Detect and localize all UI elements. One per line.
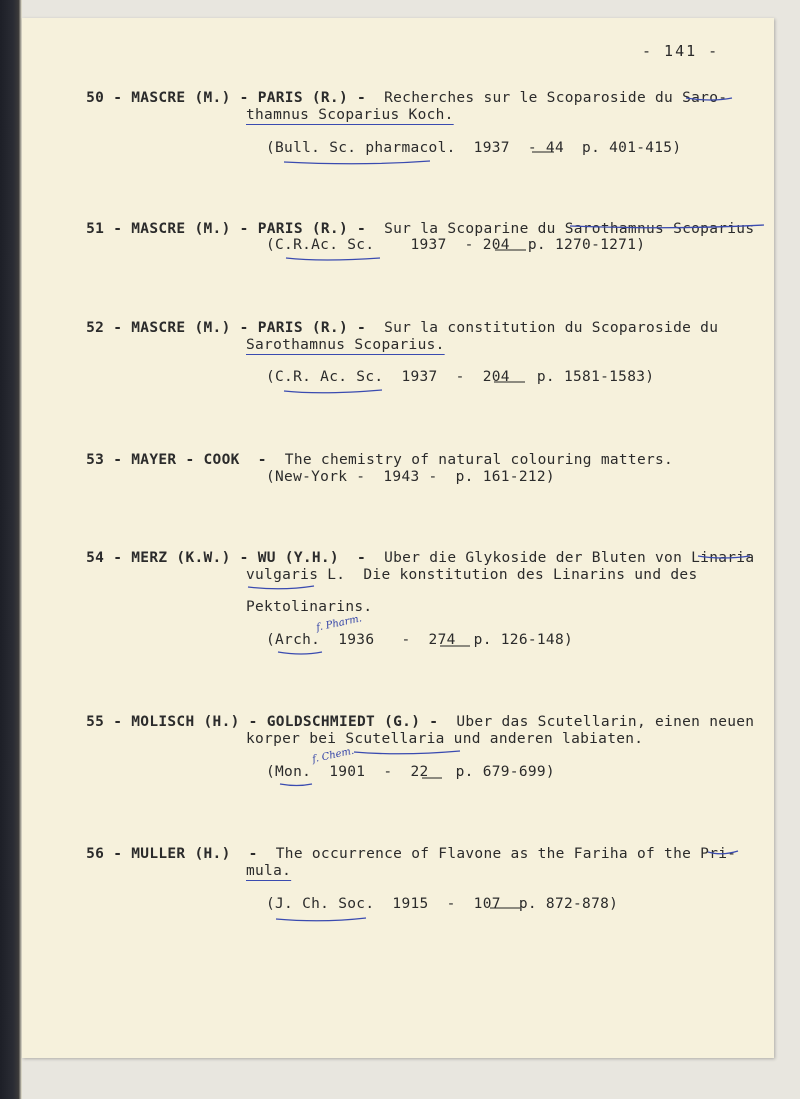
underline-mark — [284, 390, 382, 393]
entry-53-head: 53 - MAYER - COOK - The chemistry of natural colouring matters. — [86, 452, 674, 468]
entry-50-reference: (Bull. Sc. pharmacol. 1937 - 44 p. 401-415) — [266, 140, 682, 156]
entry-55-reference: (Mon. 1901 - 22 p. 679-699) — [266, 764, 555, 780]
entry-55-handwritten-note: f. Chem. — [311, 745, 356, 766]
book-spine — [0, 0, 22, 1099]
underline-mark — [698, 556, 750, 558]
underline-mark — [570, 225, 764, 228]
entry-54-handwritten-note: f. Pharm. — [315, 613, 363, 634]
entry-53-reference: (New-York - 1943 - p. 161-212) — [266, 469, 555, 485]
entry-50-title-cont: thamnus Scoparius Koch. — [246, 107, 454, 123]
entry-51-head: 51 - MASCRE (M.) - PARIS (R.) - Sur la Scoparine du Sarothamnus Scoparius — [86, 221, 755, 237]
entry-55-head: 55 - MOLISCH (H.) - GOLDSCHMIEDT (G.) - Uber das Scutellarin, einen neuen — [86, 714, 755, 730]
entry-52-head: 52 - MASCRE (M.) - PARIS (R.) - Sur la constitution du Scoparoside du — [86, 320, 719, 336]
entry-55-title-cont: korper bei Scutellaria und anderen labiaten. — [246, 731, 644, 747]
entry-51-reference: (C.R.Ac. Sc. 1937 - 204 p. 1270-1271) — [266, 237, 646, 253]
entry-56-head: 56 - MULLER (H.) - The occurrence of Flavone as the Fariha of the Pri- — [86, 846, 737, 862]
underline-mark — [280, 784, 312, 786]
document-page — [22, 18, 774, 1058]
entry-56-title-cont: mula. — [246, 863, 292, 879]
underline-mark — [708, 851, 738, 854]
underline-mark — [686, 98, 732, 100]
entry-54-reference: (Arch. 1936 - 274 p. 126-148) — [266, 632, 574, 648]
underline-mark — [354, 751, 460, 754]
underline-mark — [284, 161, 430, 164]
entry-56-reference: (J. Ch. Soc. 1915 - 107 p. 872-878) — [266, 896, 619, 912]
entry-52-reference: (C.R. Ac. Sc. 1937 - 204 p. 1581-1583) — [266, 369, 655, 385]
entry-52-title-cont: Sarothamnus Scoparius. — [246, 337, 445, 353]
underline-mark — [276, 918, 366, 921]
handwritten-underlines — [22, 18, 774, 1058]
underline-mark — [248, 586, 314, 589]
entry-54-head: 54 - MERZ (K.W.) - WU (Y.H.) - Uber die Glykoside der Bluten von Linaria — [86, 550, 755, 566]
page-number: - 141 - — [642, 42, 720, 60]
underline-mark — [278, 652, 322, 654]
underline-mark — [286, 258, 380, 260]
entry-54-title-cont-2: Pektolinarins. — [246, 599, 373, 615]
entry-54-title-cont: vulgaris L. Die konstitution des Linarins und des — [246, 567, 698, 583]
entry-50-head: 50 - MASCRE (M.) - PARIS (R.) - Recherches sur le Scoparoside du Saro- — [86, 90, 728, 106]
